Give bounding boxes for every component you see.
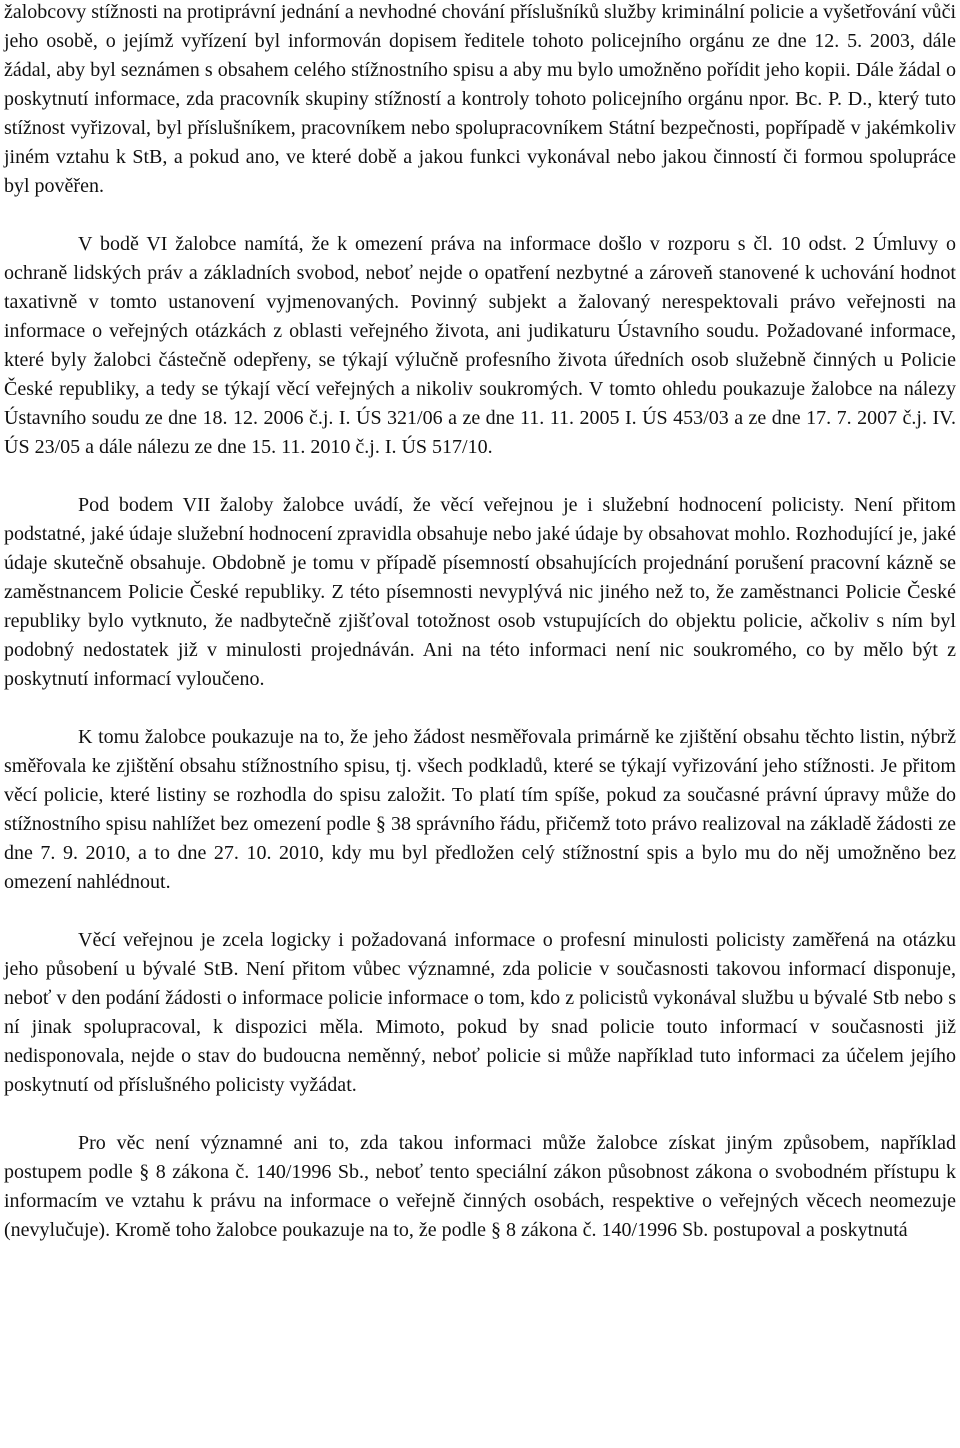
paragraph: Pod bodem VII žaloby žalobce uvádí, že věcí veřejnou je i služební hodnocení policisty. Není přitom podstatné, jaké údaje služební hodnocení zpravidla obsahuje nebo jaké údaje by obsahovat mohlo. Rozhodující je, jaké údaje skutečně obsahuje. Obdobně je tomu v případě písemností obsahujících projednání porušení pracovní kázně se zaměstnancem Policie České republiky. Z této písemnosti nevyplývá nic jiného než to, že zaměstnanci Policie České republiky bylo vytknuto, že nadbytečně zjišťoval totožnost osob vstupujících do objektu policie, ačkoliv s ním byl podobný nedostatek již v minulosti projednáván. Ani na této informaci není nic soukromého, co by mělo být z poskytnutí informací vyloučeno. <box>4 494 956 690</box>
paragraph: Věcí veřejnou je zcela logicky i požadovaná informace o profesní minulosti policisty zaměřená na otázku jeho působení u bývalé StB. Není přitom vůbec významné, zda policie v současnosti takovou informací disponuje, neboť v den podání žádosti o informace policie informace o tom, kdo z policistů vykonával službu u bývalé Stb nebo s ní jinak spolupracoval, k dispozici měla. Mimoto, pokud by snad policie touto informací v současnosti již nedisponovala, nejde o stav do budoucna neměnný, neboť policie si může například tuto informaci za účelem jejího poskytnutí od příslušného policisty vyžádat. <box>4 929 956 1096</box>
paragraph: K tomu žalobce poukazuje na to, že jeho žádost nesměřovala primárně ke zjištění obsahu těchto listin, nýbrž směřovala ke zjištění obsahu stížnostního spisu, tj. všech podkladů, které se týkají vyřizování jeho stížnosti. Je přitom věcí policie, které listiny se rozhodla do spisu založit. To platí tím spíše, pokud za současné právní úpravy může do stížnostního spisu nahlížet bez omezení podle § 38 správního řádu, přičemž toto právo realizoval na základě žádosti ze dne 7. 9. 2010, a to dne 27. 10. 2010, kdy mu byl předložen celý stížnostní spis a bylo mu do něj umožněno bez omezení nahlédnout. <box>4 726 956 893</box>
paragraph: žalobcovy stížnosti na protiprávní jednání a nevhodné chování příslušníků služby kriminální policie a vyšetřování vůči jeho osobě, o jejímž vyřízení byl informován dopisem ředitele tohoto policejního orgánu ze dne 12. 5. 2003, dále žádal, aby byl seznámen s obsahem celého stížnostního spisu a aby mu bylo umožněno pořídit jeho kopii. Dále žádal o poskytnutí informace, zda pracovník skupiny stížností a kontroly tohoto policejního orgánu npor. Bc. P. D., který tuto stížnost vyřizoval, byl příslušníkem, pracovníkem nebo spolupracovníkem Státní bezpečnosti, popřípadě v jakémkoliv jiném vztahu k StB, a pokud ano, ve které době a jakou funkci vykonával nebo jakou činností či formou spolupráce byl pověřen. <box>4 1 956 197</box>
paragraph: V bodě VI žalobce namítá, že k omezení práva na informace došlo v rozporu s čl. 10 odst. 2 Úmluvy o ochraně lidských práv a základních svobod, neboť nejde o opatření nezbytné a zároveň stanovené k uchování hodnot taxativně v tomto ustanovení vyjmenovaných. Povinný subjekt a žalovaný nerespektovali právo veřejnosti na informace o veřejných otázkách z oblasti veřejného života, ani judikaturu Ústavního soudu. Požadované informace, které byly žalobci částečně odepřeny, se týkají výlučně profesního života úředních osob služebně činných u Policie České republiky, a tedy se týkají věcí veřejných a nikoliv soukromých. V tomto ohledu poukazuje žalobce na nálezy Ústavního soudu ze dne 18. 12. 2006 č.j. I. ÚS 321/06 a ze dne 11. 11. 2005 I. ÚS 453/03 a ze dne 17. 7. 2007 č.j. IV. ÚS 23/05 a dále nálezu ze dne 15. 11. 2010 č.j. I. ÚS 517/10. <box>4 233 956 458</box>
paragraph: Pro věc není významné ani to, zda takou informaci může žalobce získat jiným způsobem, například postupem podle § 8 zákona č. 140/1996 Sb., neboť tento speciální zákon působnost zákona o svobodném přístupu k informacím ve vztahu k právu na informace o veřejně činných osobách, respektive o veřejných věcech neomezuje (nevylučuje). Kromě toho žalobce poukazuje na to, že podle § 8 zákona č. 140/1996 Sb. postupoval a poskytnutá <box>4 1132 956 1241</box>
